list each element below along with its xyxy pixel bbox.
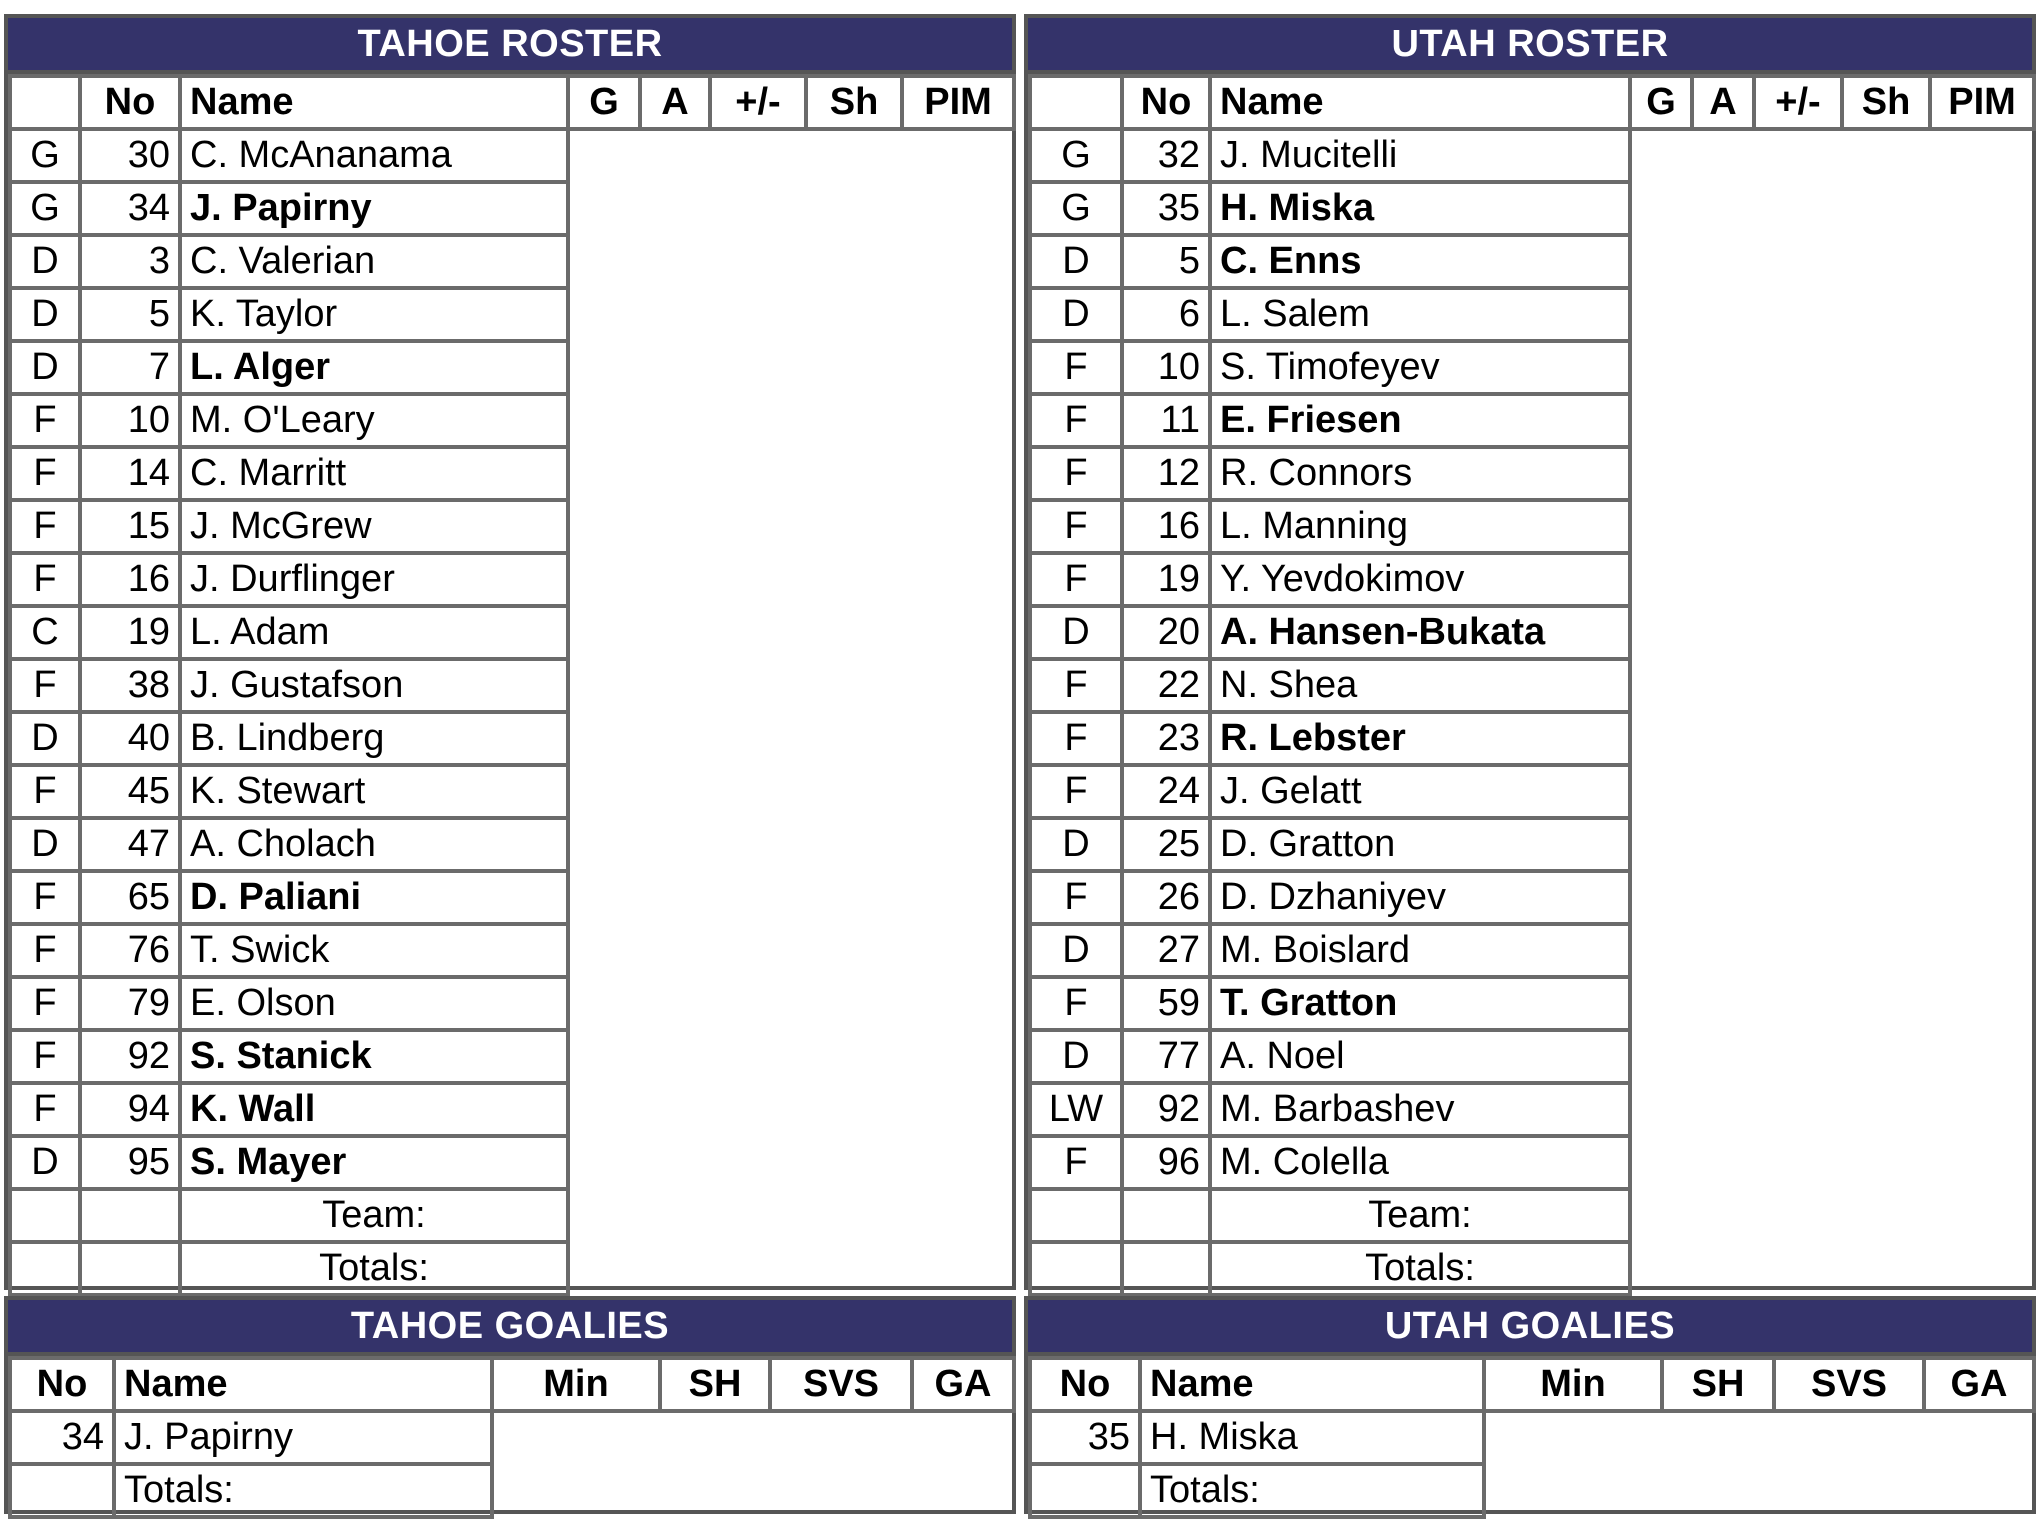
player-stats-blank [568,341,1014,394]
table-row [10,871,1014,924]
player-stats-blank [1630,871,2034,924]
player-number: 76 [80,924,180,977]
player-stats-blank [1630,553,2034,606]
totals-label: Totals: [1210,1242,1630,1295]
goalie-header-row [10,1358,1014,1411]
player-position: F [1030,341,1122,394]
player-number: 12 [1122,447,1210,500]
player-stats-blank [568,394,1014,447]
player-name: H. Miska [1210,182,1630,235]
player-name: L. Alger [180,341,568,394]
player-position: F [1030,712,1122,765]
table-row [1030,924,2034,977]
goalie-header-row [1030,1358,2034,1411]
roster-header-row [10,76,1014,129]
player-stats-blank [568,977,1014,1030]
table-row [1030,818,2034,871]
header-no: No [1122,76,1210,129]
player-position: D [1030,606,1122,659]
player-name: J. Mucitelli [1210,129,1630,182]
player-number: 30 [80,129,180,182]
table-row [10,1083,1014,1136]
player-name: K. Wall [180,1083,568,1136]
player-name: A. Hansen-Bukata [1210,606,1630,659]
utah-roster-panel [1024,14,2036,1290]
header-shots: Sh [806,76,902,129]
player-name: D. Dzhaniyev [1210,871,1630,924]
player-number: 92 [1122,1083,1210,1136]
player-number: 10 [1122,341,1210,394]
goalie-header-sh: SH [660,1358,770,1411]
player-name: J. Gelatt [1210,765,1630,818]
player-stats-blank [1630,606,2034,659]
goalie-header-min: Min [1484,1358,1662,1411]
player-position: D [1030,924,1122,977]
player-position: G [1030,129,1122,182]
team-row [1030,1189,2034,1242]
table-row [1030,765,2034,818]
player-number: 96 [1122,1136,1210,1189]
header-pos [10,76,80,129]
totals-label: Totals: [180,1242,568,1295]
player-position: F [1030,765,1122,818]
team-row-blank [80,1189,180,1242]
player-name: J. Durflinger [180,553,568,606]
goalie-header-ga: GA [912,1358,1014,1411]
tahoe-roster-panel [4,14,1016,1290]
player-name: M. Barbashev [1210,1083,1630,1136]
goalie-totals-stats-blank [492,1464,1014,1517]
goalie-stats-blank [1484,1411,2034,1464]
player-position: F [1030,977,1122,1030]
table-row [10,818,1014,871]
player-position: F [10,1030,80,1083]
header-assists: A [1692,76,1754,129]
player-name: C. Enns [1210,235,1630,288]
player-position: F [10,500,80,553]
player-position: G [10,182,80,235]
player-name: C. Valerian [180,235,568,288]
player-position: F [10,659,80,712]
utah-goalies-title: UTAH GOALIES [1028,1300,2032,1356]
player-stats-blank [1630,182,2034,235]
player-stats-blank [1630,235,2034,288]
header-no: No [80,76,180,129]
tahoe-goalies-panel [4,1296,1016,1514]
player-number: 25 [1122,818,1210,871]
player-number: 14 [80,447,180,500]
player-stats-blank [568,659,1014,712]
player-number: 65 [80,871,180,924]
utah-goalies-table [1028,1356,2036,1519]
table-row [1030,182,2034,235]
player-number: 10 [80,394,180,447]
player-number: 92 [80,1030,180,1083]
goalie-totals-row [1030,1464,2034,1517]
team-row-stats-blank [1630,1189,2034,1242]
player-number: 11 [1122,394,1210,447]
player-name: J. McGrew [180,500,568,553]
goalie-header-sh: SH [1662,1358,1774,1411]
table-row [1030,447,2034,500]
player-number: 59 [1122,977,1210,1030]
table-row [10,182,1014,235]
team-row-blank [1030,1189,1122,1242]
team-label: Team: [180,1189,568,1242]
player-position: D [1030,1030,1122,1083]
header-plus-minus: +/- [710,76,806,129]
team-row-stats-blank [568,1189,1014,1242]
totals-row-stats-blank [568,1242,1014,1295]
table-row [1030,553,2034,606]
header-name: Name [180,76,568,129]
player-stats-blank [1630,924,2034,977]
player-number: 77 [1122,1030,1210,1083]
player-name: R. Connors [1210,447,1630,500]
table-row [1030,1083,2034,1136]
player-position: LW [1030,1083,1122,1136]
goalie-header-name: Name [114,1358,492,1411]
player-position: F [1030,447,1122,500]
player-number: 35 [1122,182,1210,235]
player-name: S. Timofeyev [1210,341,1630,394]
player-name: D. Gratton [1210,818,1630,871]
goalie-number: 35 [1030,1411,1140,1464]
player-stats-blank [1630,818,2034,871]
player-name: A. Cholach [180,818,568,871]
player-stats-blank [1630,1136,2034,1189]
player-stats-blank [1630,977,2034,1030]
player-name: M. Colella [1210,1136,1630,1189]
player-number: 79 [80,977,180,1030]
player-name: M. Boislard [1210,924,1630,977]
goalie-totals-stats-blank [1484,1464,2034,1517]
player-name: L. Manning [1210,500,1630,553]
player-name: Y. Yevdokimov [1210,553,1630,606]
player-name: T. Swick [180,924,568,977]
player-number: 32 [1122,129,1210,182]
player-position: F [10,871,80,924]
table-row [1030,871,2034,924]
player-name: R. Lebster [1210,712,1630,765]
table-row [1030,129,2034,182]
player-number: 19 [80,606,180,659]
player-stats-blank [568,712,1014,765]
tahoe-goalies-title: TAHOE GOALIES [8,1300,1012,1356]
table-row [1030,1030,2034,1083]
table-row [10,1136,1014,1189]
table-row [10,765,1014,818]
player-position: F [10,977,80,1030]
table-row [1030,977,2034,1030]
player-position: D [10,712,80,765]
table-row [10,341,1014,394]
player-stats-blank [568,818,1014,871]
player-stats-blank [568,1136,1014,1189]
table-row [1030,500,2034,553]
roster-header-row [1030,76,2034,129]
player-stats-blank [1630,712,2034,765]
header-pos [1030,76,1122,129]
player-name: L. Adam [180,606,568,659]
player-stats-blank [568,765,1014,818]
player-number: 7 [80,341,180,394]
player-stats-blank [568,1083,1014,1136]
header-assists: A [640,76,710,129]
player-stats-blank [1630,341,2034,394]
player-position: D [10,1136,80,1189]
player-position: F [1030,659,1122,712]
player-number: 22 [1122,659,1210,712]
table-row [10,924,1014,977]
player-position: F [10,553,80,606]
player-number: 5 [1122,235,1210,288]
player-position: D [10,341,80,394]
goalie-header-name: Name [1140,1358,1484,1411]
player-position: F [10,394,80,447]
goalie-header-no: No [10,1358,114,1411]
goalie-name: J. Papirny [114,1411,492,1464]
table-row [10,394,1014,447]
utah-roster-table [1028,74,2036,1297]
player-name: C. Marritt [180,447,568,500]
goalie-totals-label: Totals: [114,1464,492,1517]
player-number: 19 [1122,553,1210,606]
player-stats-blank [568,182,1014,235]
totals-row-blank [10,1242,80,1295]
player-position: F [1030,871,1122,924]
player-stats-blank [568,447,1014,500]
player-position: D [10,818,80,871]
goalie-totals-label: Totals: [1140,1464,1484,1517]
player-number: 47 [80,818,180,871]
player-number: 95 [80,1136,180,1189]
player-stats-blank [1630,447,2034,500]
header-plus-minus: +/- [1754,76,1842,129]
table-row [1030,394,2034,447]
player-position: D [1030,288,1122,341]
goalie-header-svs: SVS [1774,1358,1924,1411]
totals-row-stats-blank [1630,1242,2034,1295]
player-stats-blank [1630,1030,2034,1083]
table-row [10,129,1014,182]
player-position: F [1030,500,1122,553]
player-stats-blank [568,129,1014,182]
goalie-name: H. Miska [1140,1411,1484,1464]
table-row [1030,1136,2034,1189]
player-number: 34 [80,182,180,235]
goalie-totals-blank [1030,1464,1140,1517]
tahoe-roster-title: TAHOE ROSTER [8,18,1012,74]
table-row [10,553,1014,606]
player-number: 3 [80,235,180,288]
totals-row [1030,1242,2034,1295]
goalie-stats-blank [492,1411,1014,1464]
player-name: C. McAnanama [180,129,568,182]
table-row [1030,659,2034,712]
header-pim: PIM [1930,76,2034,129]
table-row [10,447,1014,500]
player-name: K. Taylor [180,288,568,341]
player-stats-blank [1630,1083,2034,1136]
player-position: F [10,1083,80,1136]
table-row [10,977,1014,1030]
player-stats-blank [568,871,1014,924]
team-row-blank [10,1189,80,1242]
table-row [10,235,1014,288]
player-position: F [10,924,80,977]
player-stats-blank [1630,659,2034,712]
player-number: 26 [1122,871,1210,924]
player-name: J. Gustafson [180,659,568,712]
goalie-totals-row [10,1464,1014,1517]
goalie-header-svs: SVS [770,1358,912,1411]
player-position: D [1030,235,1122,288]
player-name: D. Paliani [180,871,568,924]
player-stats-blank [568,606,1014,659]
player-name: E. Olson [180,977,568,1030]
utah-roster-title: UTAH ROSTER [1028,18,2032,74]
player-stats-blank [1630,765,2034,818]
table-row [10,606,1014,659]
player-stats-blank [1630,500,2034,553]
player-number: 38 [80,659,180,712]
table-row [1030,288,2034,341]
player-number: 45 [80,765,180,818]
player-position: D [10,235,80,288]
table-row [1030,235,2034,288]
table-row [10,288,1014,341]
tahoe-roster-table [8,74,1016,1297]
player-stats-blank [1630,394,2034,447]
player-position: F [10,447,80,500]
totals-row-blank [1030,1242,1122,1295]
header-shots: Sh [1842,76,1930,129]
player-name: M. O'Leary [180,394,568,447]
player-number: 23 [1122,712,1210,765]
header-name: Name [1210,76,1630,129]
goalie-row [10,1411,1014,1464]
player-stats-blank [568,1030,1014,1083]
player-name: S. Mayer [180,1136,568,1189]
team-label: Team: [1210,1189,1630,1242]
goalie-totals-blank [10,1464,114,1517]
table-row [10,659,1014,712]
player-position: F [1030,553,1122,606]
player-name: S. Stanick [180,1030,568,1083]
player-position: G [10,129,80,182]
player-name: L. Salem [1210,288,1630,341]
player-number: 40 [80,712,180,765]
goalie-header-min: Min [492,1358,660,1411]
player-number: 16 [80,553,180,606]
player-stats-blank [568,500,1014,553]
header-goals: G [568,76,640,129]
utah-goalies-panel [1024,1296,2036,1514]
goalie-header-ga: GA [1924,1358,2034,1411]
player-position: C [10,606,80,659]
goalie-header-no: No [1030,1358,1140,1411]
player-number: 15 [80,500,180,553]
table-row [10,500,1014,553]
player-number: 20 [1122,606,1210,659]
player-stats-blank [568,924,1014,977]
table-row [1030,341,2034,394]
player-stats-blank [1630,129,2034,182]
player-name: T. Gratton [1210,977,1630,1030]
table-row [1030,606,2034,659]
player-number: 24 [1122,765,1210,818]
player-number: 6 [1122,288,1210,341]
player-number: 5 [80,288,180,341]
header-pim: PIM [902,76,1014,129]
player-position: G [1030,182,1122,235]
player-number: 16 [1122,500,1210,553]
player-position: F [1030,1136,1122,1189]
player-name: J. Papirny [180,182,568,235]
player-name: N. Shea [1210,659,1630,712]
player-position: F [1030,394,1122,447]
player-name: K. Stewart [180,765,568,818]
player-number: 27 [1122,924,1210,977]
table-row [10,712,1014,765]
team-row [10,1189,1014,1242]
totals-row-blank [80,1242,180,1295]
player-stats-blank [568,288,1014,341]
header-goals: G [1630,76,1692,129]
goalie-row [1030,1411,2034,1464]
team-row-blank [1122,1189,1210,1242]
player-position: D [10,288,80,341]
player-position: F [10,765,80,818]
player-stats-blank [568,553,1014,606]
player-name: B. Lindberg [180,712,568,765]
player-stats-blank [568,235,1014,288]
player-position: D [1030,818,1122,871]
table-row [1030,712,2034,765]
totals-row-blank [1122,1242,1210,1295]
player-stats-blank [1630,288,2034,341]
table-row [10,1030,1014,1083]
player-name: A. Noel [1210,1030,1630,1083]
totals-row [10,1242,1014,1295]
player-number: 94 [80,1083,180,1136]
player-name: E. Friesen [1210,394,1630,447]
tahoe-goalies-table [8,1356,1016,1519]
goalie-number: 34 [10,1411,114,1464]
